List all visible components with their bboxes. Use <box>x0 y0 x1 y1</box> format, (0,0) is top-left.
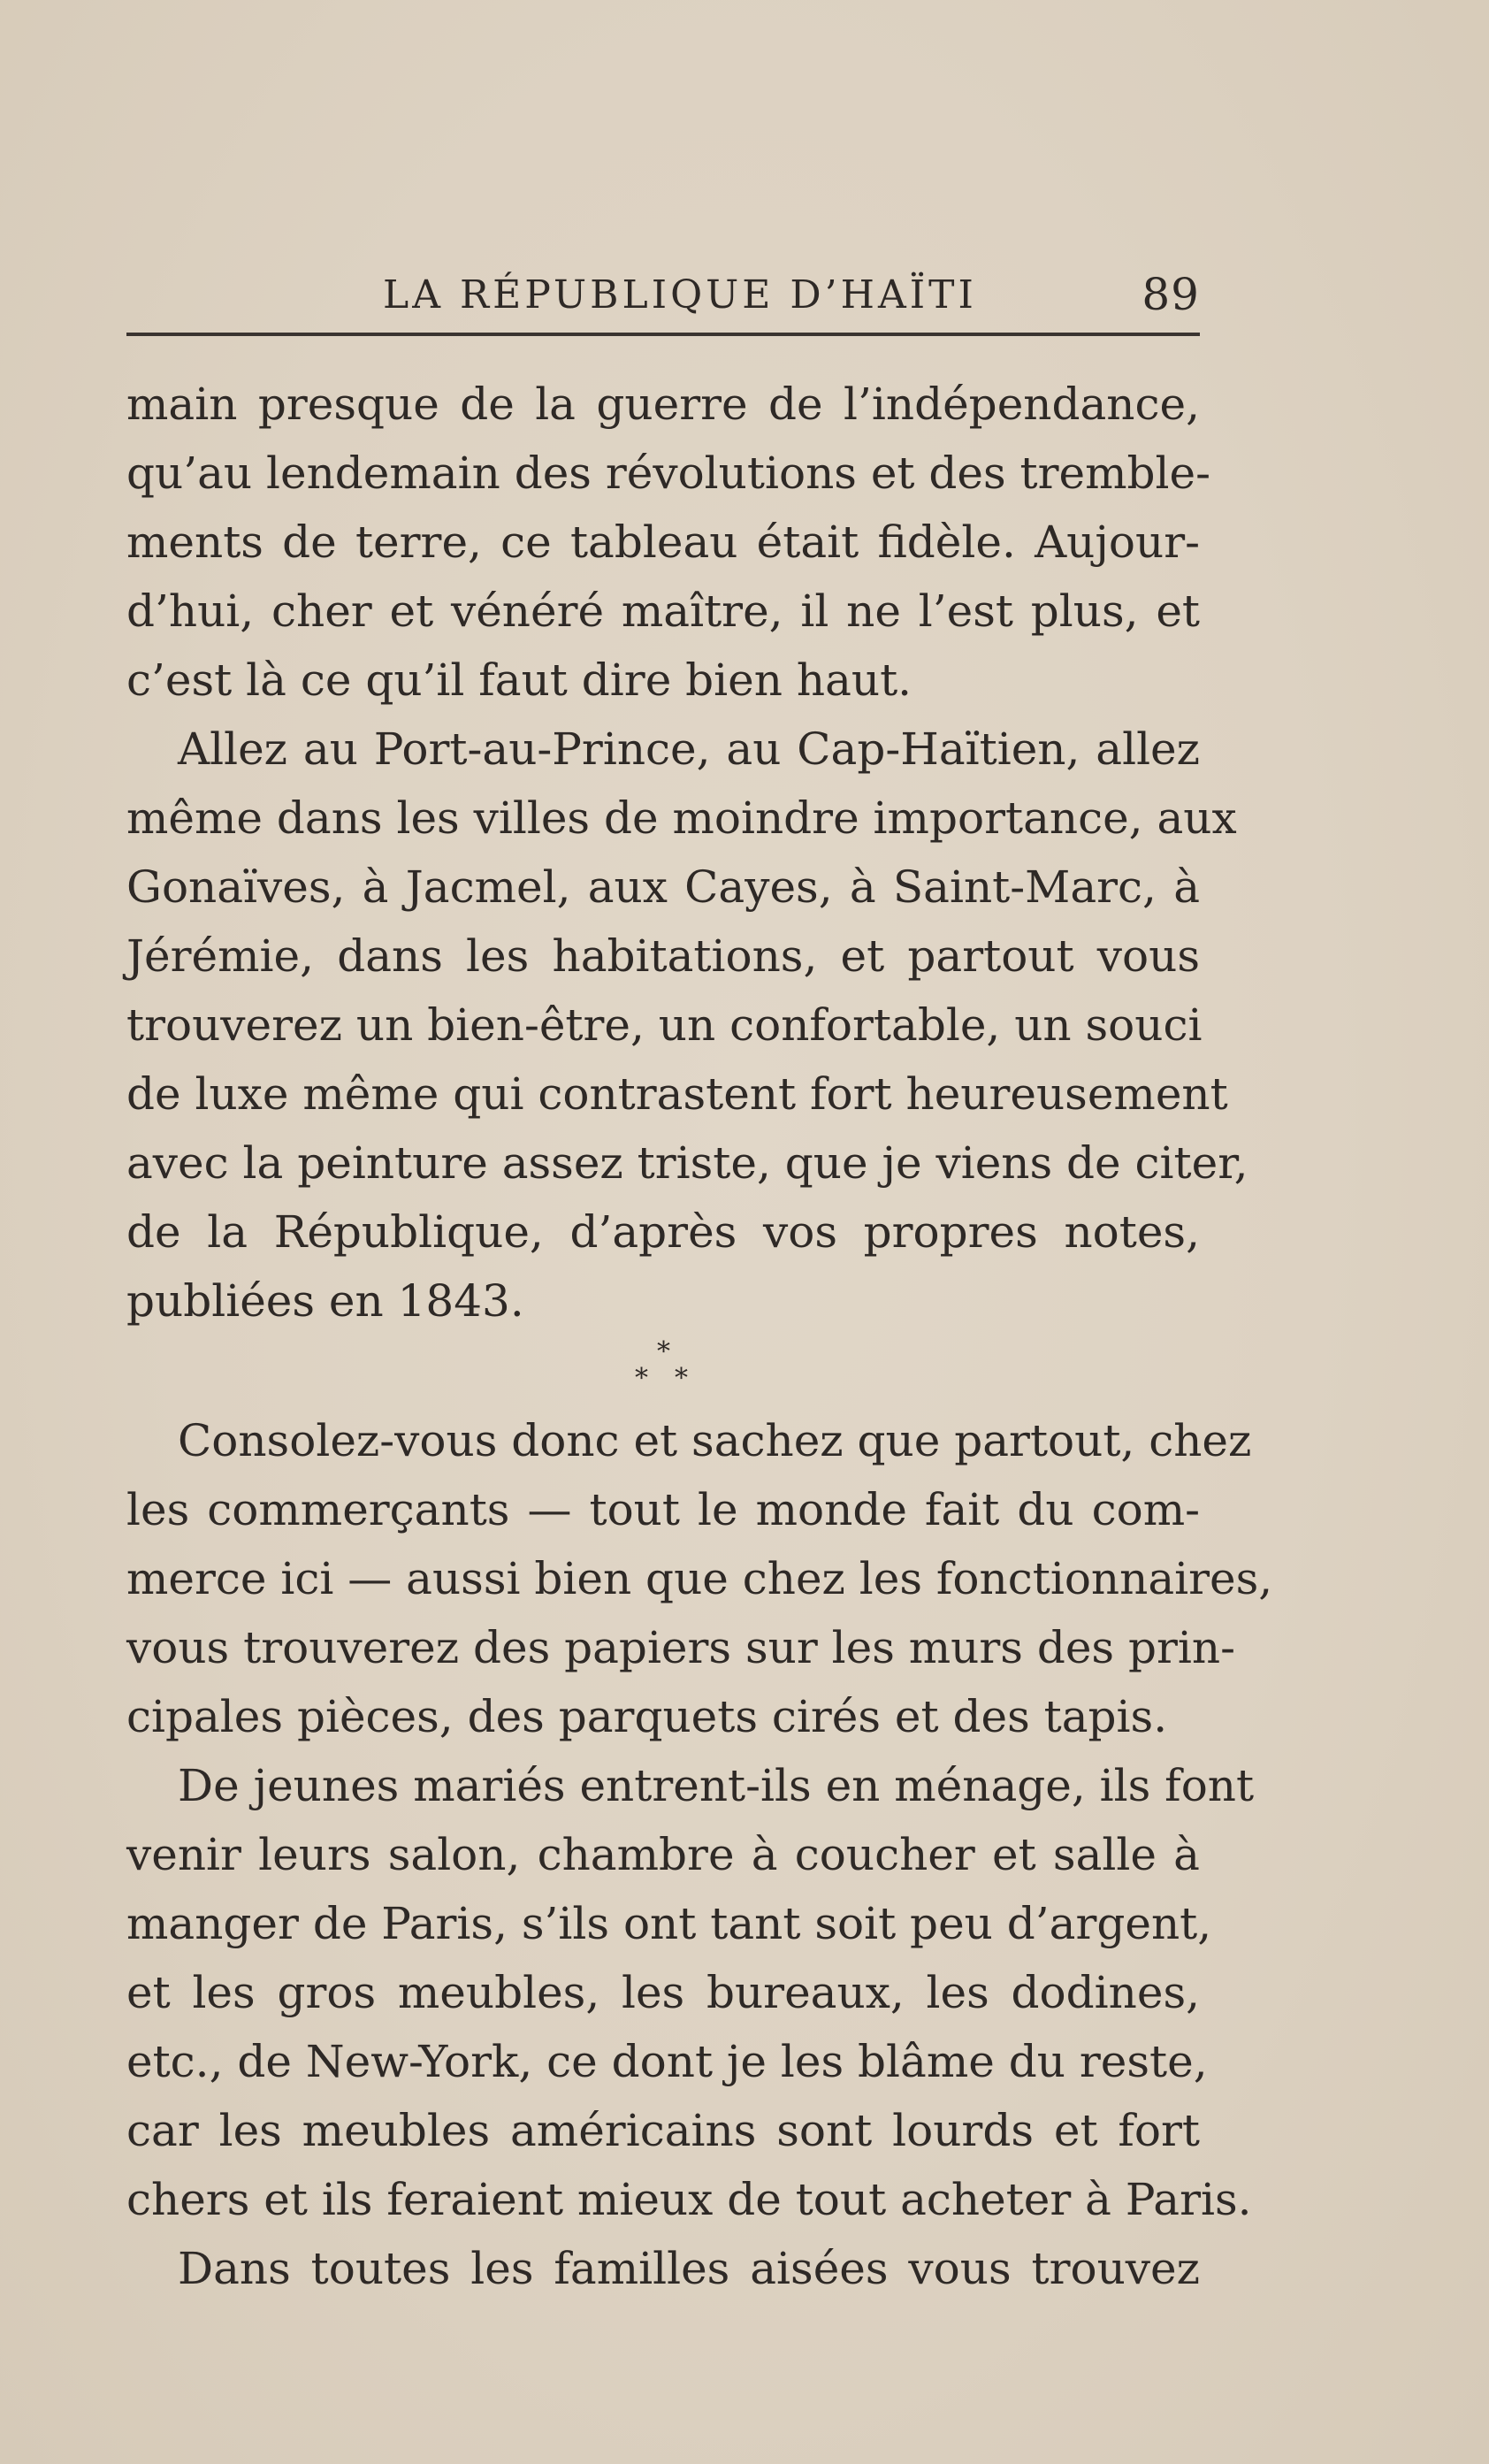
text-line: publiées en 1843. <box>126 1275 524 1327</box>
text-line: de luxe même qui contrastent fort heureusement <box>126 1068 1228 1120</box>
text-line: avec la peinture assez triste, que je viens de citer, <box>126 1137 1248 1189</box>
text-line: venir leurs salon, chambre à coucher et salle à <box>126 1829 1200 1880</box>
text-line: Gonaïves, à Jacmel, aux Cayes, à Saint-Marc, à <box>126 861 1200 913</box>
asterism-star: * <box>635 1363 648 1394</box>
asterism-divider <box>126 1335 1200 1406</box>
page-header <box>126 265 1200 336</box>
text-line: ments de terre, ce tableau était fidèle. Aujour- <box>126 517 1200 568</box>
text-line: et les gros meubles, les bureaux, les dodines, <box>126 1967 1200 2018</box>
text-line: d’hui, cher et vénéré maître, il ne l’est plus, et <box>126 585 1200 637</box>
text-line: car les meubles américains sont lourds et fort <box>126 2105 1200 2156</box>
text-line: main presque de la guerre de l’indépendance, <box>126 379 1200 430</box>
text-line: Dans toutes les familles aisées vous trouvez <box>178 2243 1200 2294</box>
text-line: Allez au Port-au-Prince, au Cap-Haïtien, allez <box>178 723 1200 775</box>
asterism-star: * <box>657 1336 670 1367</box>
text-line: chers et ils feraient mieux de tout acheter à Paris. <box>126 2174 1252 2225</box>
text-line: vous trouverez des papiers sur les murs des prin- <box>126 1622 1235 1673</box>
page-number: 89 <box>1142 269 1200 320</box>
text-line: trouverez un bien-être, un confortable, un souci <box>126 999 1203 1051</box>
text-line: merce ici — aussi bien que chez les fonctionnaires, <box>126 1553 1273 1604</box>
running-title: LA RÉPUBLIQUE D’HAÏTI <box>383 272 977 318</box>
text-line: manger de Paris, s’ils ont tant soit peu d’argent, <box>126 1898 1212 1949</box>
body-text <box>126 370 1273 2303</box>
text-line: même dans les villes de moindre importance, aux <box>126 792 1237 844</box>
text-line: Jérémie, dans les habitations, et partout vous <box>126 930 1200 982</box>
text-line: c’est là ce qu’il faut dire bien haut. <box>126 654 912 706</box>
asterism-star: * <box>675 1363 688 1394</box>
text-line: Consolez-vous donc et sachez que partout, chez <box>178 1415 1252 1466</box>
header-rule <box>126 333 1200 336</box>
text-line: cipales pièces, des parquets cirés et des tapis. <box>126 1691 1168 1742</box>
text-line: De jeunes mariés entrent-ils en ménage, ils font <box>178 1760 1255 1811</box>
text-line: les commerçants — tout le monde fait du com- <box>126 1484 1200 1535</box>
text-line: etc., de New-York, ce dont je les blâme du reste, <box>126 2036 1208 2087</box>
text-line: qu’au lendemain des révolutions et des tremble- <box>126 448 1211 499</box>
text-line: de la République, d’après vos propres notes, <box>126 1206 1200 1258</box>
